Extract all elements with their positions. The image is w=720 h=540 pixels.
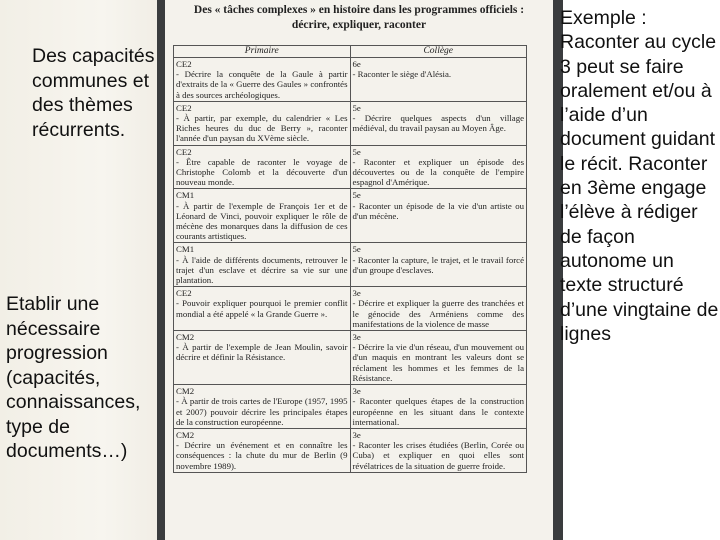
- table-cell-college: [350, 385, 527, 429]
- level-label: CE2: [176, 59, 192, 69]
- table-cell-primaire: [174, 331, 351, 385]
- activity-text: - Raconter et expliquer un épisode des découvertes ou de la conquête de l'empire espagnol d'Amérique.: [352, 156, 524, 188]
- document-title: [165, 0, 553, 33]
- level-label: 5e: [352, 190, 361, 201]
- right-text: Exemple : Raconter au cycle 3 peut se faire oralement et/ou à l’aide d’un document guidant le récit. Raconter en 3ème engage l’élève à rédiger de façon autonome un texte structuré d’une vingtaine de lignes: [560, 7, 719, 345]
- table-row: [174, 101, 527, 145]
- level-label: 5e: [352, 146, 361, 157]
- level-label: 5e: [352, 102, 361, 113]
- activity-text: - Raconter les crises étudiées (Berlin, Corée ou Cuba) et expliquer en quoi elles sont révélatrices de la situation de guerre froide.: [352, 440, 524, 471]
- level-label: 3e: [352, 332, 361, 343]
- activity-text: - Raconter quelques étapes de la construction européenne en les situant dans le contexte international.: [352, 396, 524, 427]
- table-header-row: [174, 46, 527, 58]
- left-body: Etablir une nécessaire progression (capacités, connaissances, type de documents…): [6, 293, 141, 462]
- level-label: 3e: [352, 386, 361, 397]
- column-header-primaire: Primaire: [174, 46, 351, 58]
- table-row: [174, 145, 527, 189]
- level-label: CE2: [176, 102, 192, 113]
- level-label: 6e: [352, 59, 361, 69]
- table-cell-college: [350, 145, 527, 189]
- table-cell-college: [350, 331, 527, 385]
- activity-text: - À partir de trois cartes de l'Europe (1957, 1995 et 2007) pouvoir décrire les principales étapes de la construction européenne.: [176, 396, 348, 427]
- activity-text: - Décrire quelques aspects d'un village médiéval, du travail paysan au Moyen Âge.: [352, 113, 524, 134]
- table-cell-primaire: [174, 243, 351, 287]
- level-label: 5e: [352, 244, 361, 255]
- level-label: CM2: [176, 332, 195, 343]
- programme-table: [173, 45, 527, 473]
- table-row: [174, 428, 527, 472]
- level-label: CM1: [176, 244, 195, 255]
- table-cell-primaire: [174, 189, 351, 243]
- activity-text: - Décrire la vie d'un réseau, d'un mouvement ou d'un maquis en montrant les valeurs dont se réclament les hommes et les femmes de la Résistance.: [352, 342, 524, 383]
- table-cell-primaire: [174, 385, 351, 429]
- table-row: [174, 189, 527, 243]
- level-label: CM2: [176, 429, 195, 440]
- activity-text: - À partir, par exemple, du calendrier « Les Riches heures du duc de Berry », raconter l'année d'un paysan du XVème siècle.: [176, 113, 348, 144]
- document-page: [165, 0, 553, 540]
- table-cell-college: [350, 243, 527, 287]
- activity-text: - À l'aide de différents documents, retrouver le trajet d'un esclave et décrire sa vie sur une plantation.: [176, 254, 348, 286]
- table-cell-primaire: [174, 101, 351, 145]
- table-cell-college: [350, 58, 527, 102]
- table-cell-college: [350, 101, 527, 145]
- level-label: CM2: [176, 386, 195, 397]
- table-row: [174, 243, 527, 287]
- left-heading: Des capacités communes et des thèmes récurrents.: [32, 45, 155, 141]
- level-label: CE2: [176, 146, 192, 157]
- activity-text: - Pouvoir expliquer pourquoi le premier conflit mondial a été appelé « la Grande Guerre ».: [176, 298, 348, 319]
- document-title-line1: Des « tâches complexes » en histoire dans les programmes officiels :: [193, 4, 525, 16]
- table-cell-primaire: [174, 58, 351, 102]
- level-label: CE2: [176, 288, 192, 299]
- level-label: 3e: [352, 288, 361, 299]
- table-cell-college: [350, 287, 527, 331]
- table-row: [174, 331, 527, 385]
- activity-text: - À partir de l'exemple de Jean Moulin, savoir décrire et définir la Résistance.: [176, 342, 348, 363]
- activity-text: - Décrire et expliquer la guerre des tranchées et le génocide des Arméniens comme des manifestations de la violence de masse: [352, 298, 524, 329]
- table-row: [174, 58, 527, 102]
- activity-text: - Raconter la capture, le trajet, et le travail forcé d'un groupe d'esclaves.: [352, 254, 524, 275]
- activity-text: - Raconter un épisode de la vie d'un artiste ou d'un mécène.: [352, 200, 524, 221]
- level-label: 3e: [352, 429, 361, 440]
- document-image: [157, 0, 563, 540]
- activity-text: - Raconter le siège d'Alésia.: [352, 69, 452, 80]
- table-row: [174, 287, 527, 331]
- column-header-college: Collège: [350, 46, 527, 58]
- table-cell-primaire: [174, 287, 351, 331]
- table-row: [174, 385, 527, 429]
- activity-text: - Décrire un événement et en connaître les conséquences : la chute du mur de Berlin (9 novembre 1989).: [176, 440, 348, 471]
- level-label: CM1: [176, 190, 195, 201]
- activity-text: - Décrire la conquête de la Gaule à partir d'extraits de la « Guerre des Gaules » confrontés à des sources archéologiques.: [176, 69, 348, 100]
- table-cell-college: [350, 189, 527, 243]
- table-cell-primaire: [174, 428, 351, 472]
- document-title-line2: décrire, expliquer, raconter: [291, 19, 427, 31]
- activity-text: - Être capable de raconter le voyage de Christophe Colomb et la découverte d'un nouveau monde.: [176, 156, 348, 188]
- table-cell-primaire: [174, 145, 351, 189]
- table-cell-college: [350, 428, 527, 472]
- activity-text: - À partir de l'exemple de François 1er et de Léonard de Vinci, pouvoir expliquer le rôle de mécène des monarques dans la diffusion de ces courants artistiques.: [176, 200, 348, 242]
